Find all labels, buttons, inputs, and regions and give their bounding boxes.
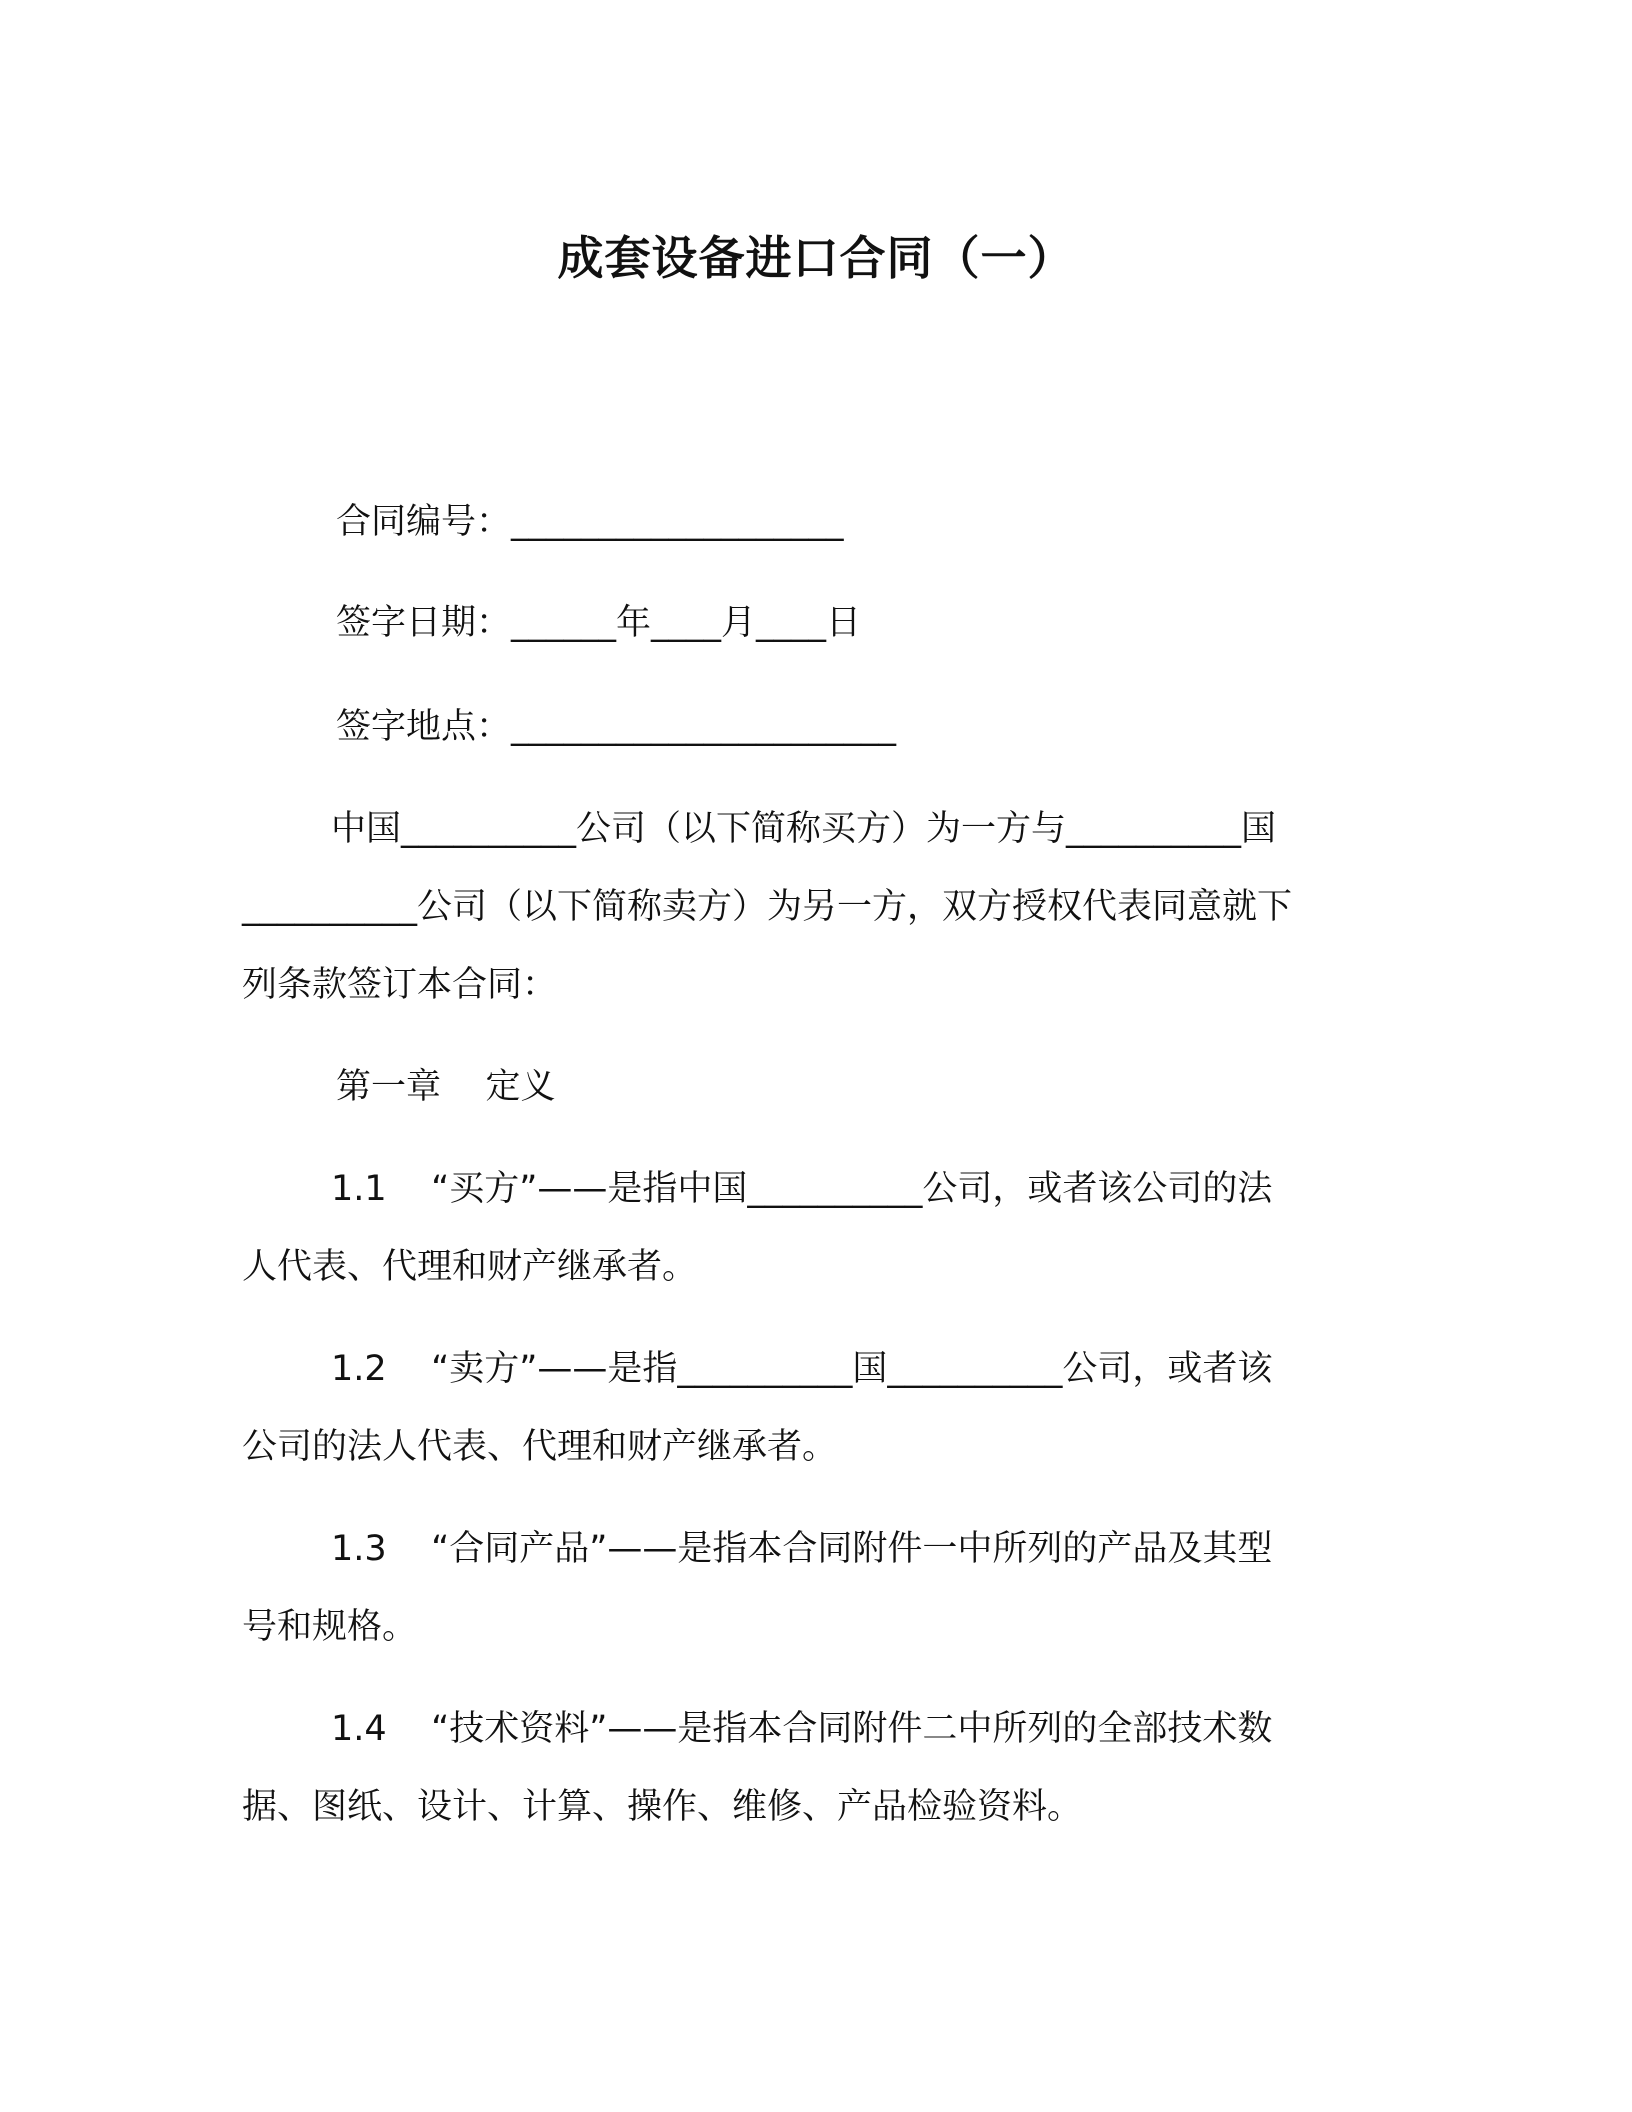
- contract-number-field: 合同编号：___________________: [336, 502, 844, 542]
- clause-1-1-line-1: 1.1 “买方”——是指中国__________公司，或者该公司的法: [242, 1169, 1273, 1209]
- clause-1-4: [242, 1690, 1372, 1846]
- chapter-1-heading: 第一章 定义: [336, 1067, 556, 1107]
- clause-1-3-line-2: 号和规格。: [242, 1607, 418, 1647]
- clause-1-1: [242, 1150, 1372, 1306]
- document-title: 成套设备进口合同（一）: [557, 231, 1075, 285]
- clause-1-2-line-1: 1.2 “卖方”——是指__________国__________公司，或者该: [242, 1349, 1273, 1389]
- clause-1-4-line-2: 据、图纸、设计、计算、操作、维修、产品检验资料。: [242, 1787, 1083, 1827]
- clause-1-3-line-1: 1.3 “合同产品”——是指本合同附件一中所列的产品及其型: [242, 1529, 1273, 1569]
- clause-1-2-line-2: 公司的法人代表、代理和财产继承者。: [242, 1427, 838, 1467]
- intro-line-3: 列条款签订本合同：: [242, 965, 558, 1005]
- intro-line-2: __________公司（以下简称卖方）为另一方，双方授权代表同意就下: [242, 887, 1293, 927]
- clause-1-4-line-1: 1.4 “技术资料”——是指本合同附件二中所列的全部技术数: [242, 1709, 1273, 1749]
- clause-1-1-line-2: 人代表、代理和财产继承者。: [242, 1247, 698, 1287]
- intro-paragraph: [242, 790, 1372, 1024]
- clause-1-2: [242, 1330, 1372, 1486]
- clause-1-3: [242, 1510, 1372, 1666]
- intro-line-1: 中国__________公司（以下简称买方）为一方与__________国: [242, 809, 1277, 849]
- sign-date-field: 签字日期：______年____月____日: [336, 603, 862, 643]
- sign-place-field: 签字地点：______________________: [336, 707, 897, 747]
